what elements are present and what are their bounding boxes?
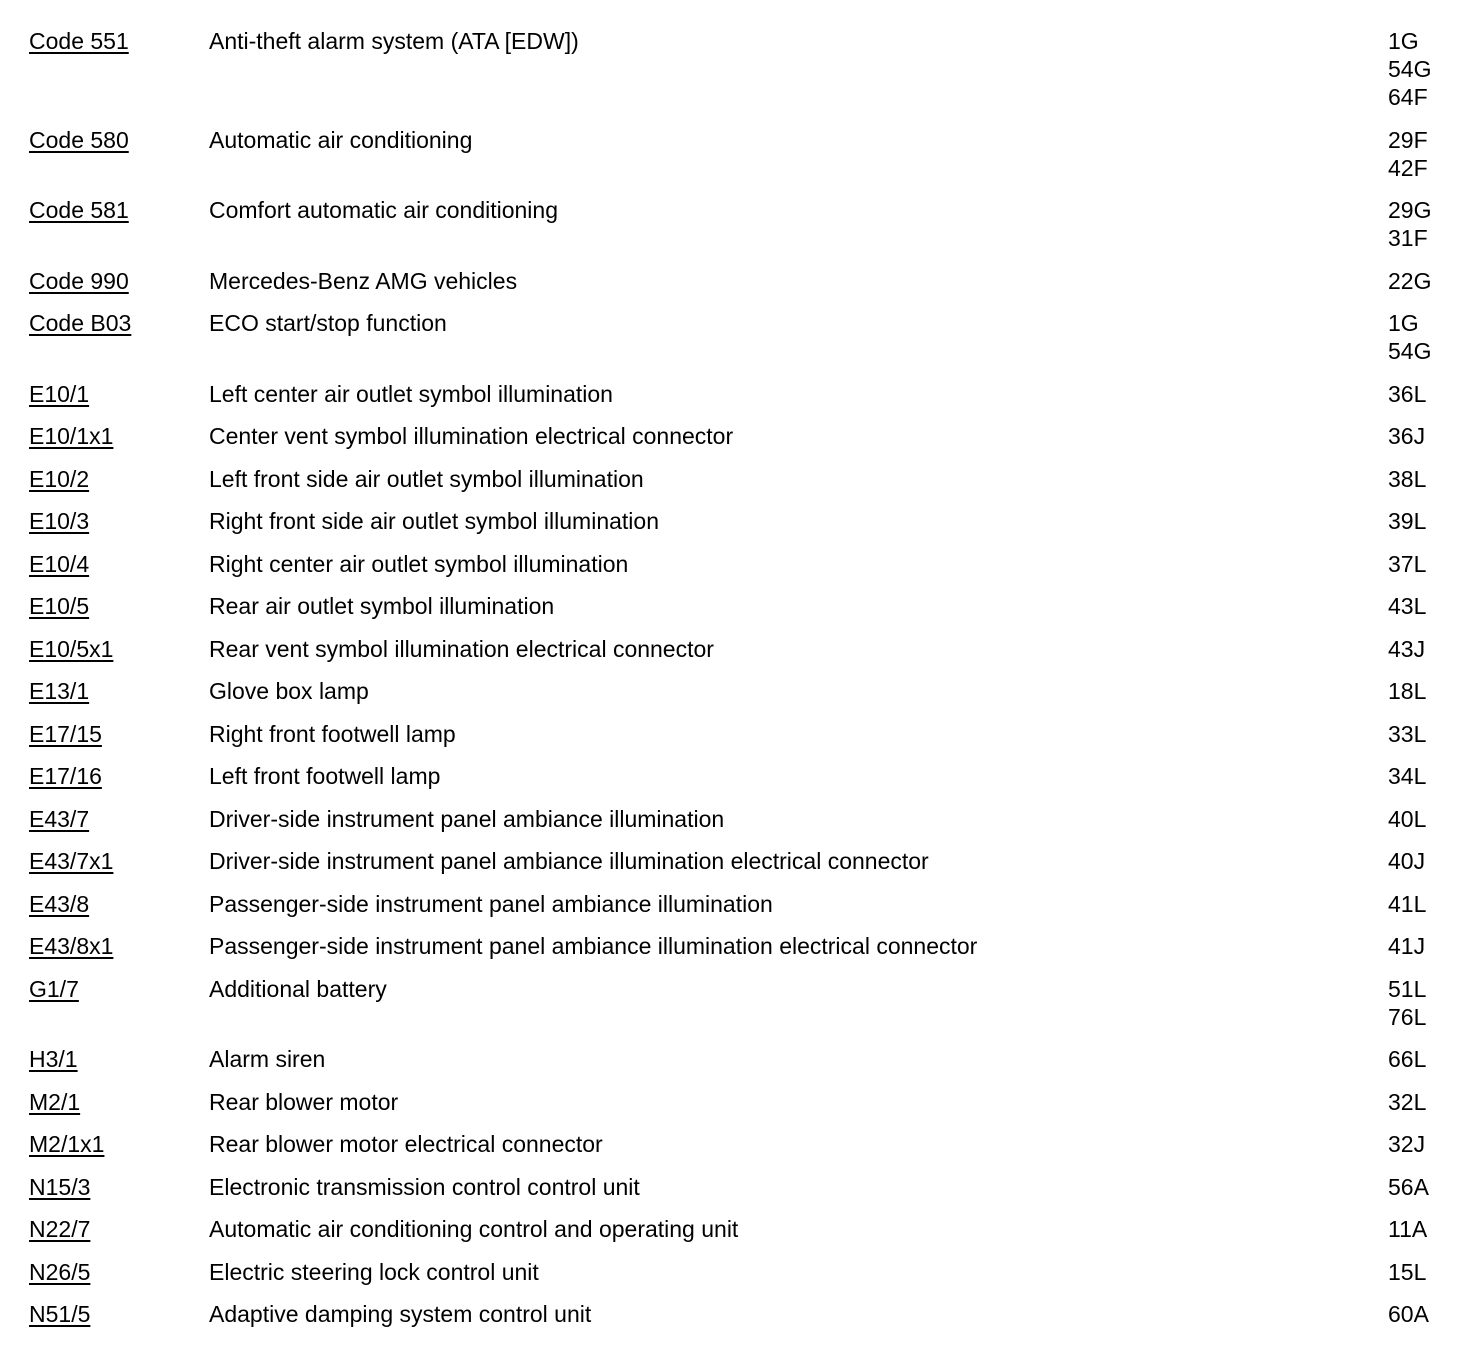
grid-reference: 36J [1388, 423, 1426, 449]
grid-references [1388, 1215, 1427, 1243]
component-description: Right front side air outlet symbol illumination [209, 508, 659, 534]
grid-reference: 60A [1388, 1301, 1429, 1327]
legend-row [0, 635, 1472, 663]
component-code-link[interactable]: E10/1x1 [29, 423, 114, 449]
grid-references [1388, 805, 1426, 833]
component-code-link[interactable]: E17/15 [29, 720, 102, 747]
grid-references [1388, 550, 1426, 578]
component-description: Center vent symbol illumination electrical connector [209, 423, 734, 449]
component-description: Rear blower motor [209, 1088, 399, 1115]
grid-references [1388, 932, 1425, 960]
grid-reference: 51L [1388, 975, 1427, 1002]
grid-reference: 11A [1388, 1216, 1428, 1242]
component-legend [0, 27, 1472, 1343]
legend-row [0, 1045, 1472, 1073]
grid-references [1388, 762, 1426, 790]
grid-references [1388, 27, 1431, 111]
legend-row [0, 196, 1472, 252]
component-code-link[interactable]: E17/16 [29, 763, 102, 789]
grid-reference: 54G [1388, 338, 1432, 364]
grid-reference: 37L [1388, 550, 1427, 577]
component-code-link[interactable]: N22/7 [29, 1216, 91, 1242]
grid-reference: 34L [1388, 763, 1427, 789]
grid-references [1388, 635, 1425, 663]
component-description: Rear vent symbol illumination electrical connector [209, 635, 714, 662]
grid-reference: 40J [1388, 848, 1426, 874]
component-code-link[interactable]: Code 990 [29, 267, 129, 294]
grid-references [1388, 847, 1425, 875]
legend-row [0, 762, 1472, 790]
legend-row [0, 507, 1472, 535]
grid-reference: 54G [1388, 56, 1432, 82]
legend-row [0, 1300, 1472, 1328]
grid-references [1388, 465, 1426, 493]
grid-references [1388, 677, 1426, 705]
legend-row [0, 1130, 1472, 1158]
grid-reference: 40L [1388, 805, 1427, 832]
component-description: Left center air outlet symbol illumination [209, 380, 613, 407]
grid-reference: 29G [1388, 197, 1432, 223]
component-description: ECO start/stop function [209, 310, 447, 336]
component-code-link[interactable]: Code B03 [29, 310, 132, 336]
component-code-link[interactable]: H3/1 [29, 1046, 78, 1072]
legend-row [0, 1173, 1472, 1201]
component-code-link[interactable]: Code 581 [29, 197, 129, 223]
component-code-link[interactable]: M2/1x1 [29, 1131, 105, 1157]
component-code-link[interactable]: E10/1 [29, 380, 90, 407]
legend-row [0, 422, 1472, 450]
legend-row [0, 847, 1472, 875]
legend-row [0, 380, 1472, 408]
grid-references [1388, 1045, 1426, 1073]
grid-reference: 38L [1388, 465, 1427, 492]
grid-references [1388, 380, 1426, 408]
component-description: Alarm siren [209, 1046, 326, 1072]
grid-reference: 22G [1388, 267, 1432, 294]
grid-reference: 76L [1388, 1003, 1427, 1030]
grid-reference: 33L [1388, 720, 1427, 747]
component-description: Adaptive damping system control unit [209, 1301, 592, 1327]
component-code-link[interactable]: M2/1 [29, 1088, 81, 1115]
grid-reference: 32L [1388, 1088, 1427, 1115]
component-code-link[interactable]: Code 580 [29, 126, 129, 153]
legend-row [0, 805, 1472, 833]
grid-references [1388, 975, 1426, 1031]
component-description: Rear air outlet symbol illumination [209, 593, 555, 619]
legend-row [0, 465, 1472, 493]
component-description: Mercedes-Benz AMG vehicles [209, 267, 518, 294]
legend-row [0, 1088, 1472, 1116]
grid-reference: 56A [1388, 1173, 1429, 1200]
component-description: Passenger-side instrument panel ambiance illumination [209, 890, 773, 917]
grid-references [1388, 422, 1425, 450]
grid-reference: 32J [1388, 1131, 1426, 1157]
component-code-link[interactable]: E10/5 [29, 593, 90, 619]
grid-references [1388, 267, 1431, 295]
grid-references [1388, 126, 1428, 182]
legend-row [0, 126, 1472, 182]
component-code-link[interactable]: E10/5x1 [29, 635, 114, 662]
component-description: Additional battery [209, 975, 387, 1002]
component-code-link[interactable]: E43/8 [29, 890, 90, 917]
grid-reference: 66L [1388, 1046, 1427, 1072]
component-code-link[interactable]: N15/3 [29, 1173, 91, 1200]
component-description: Left front footwell lamp [209, 763, 441, 789]
legend-row [0, 550, 1472, 578]
grid-reference: 29F [1388, 126, 1428, 153]
component-description: Electric steering lock control unit [209, 1258, 539, 1285]
grid-references [1388, 1088, 1426, 1116]
legend-row [0, 592, 1472, 620]
legend-row [0, 975, 1472, 1031]
legend-row [0, 1258, 1472, 1286]
grid-reference: 31F [1388, 225, 1428, 251]
legend-row [0, 309, 1472, 365]
grid-references [1388, 720, 1426, 748]
component-description: Right center air outlet symbol illumination [209, 550, 629, 577]
component-code-link[interactable]: N26/5 [29, 1258, 91, 1285]
component-description: Glove box lamp [209, 678, 369, 704]
component-description: Automatic air conditioning control and operating unit [209, 1216, 739, 1242]
grid-references [1388, 1300, 1429, 1328]
legend-row [0, 27, 1472, 111]
grid-reference: 15L [1388, 1258, 1427, 1285]
grid-reference: 1G [1388, 28, 1419, 54]
legend-row [0, 677, 1472, 705]
component-description: Passenger-side instrument panel ambiance illumination electrical connector [209, 933, 978, 959]
component-description: Electronic transmission control control unit [209, 1173, 640, 1200]
component-description: Right front footwell lamp [209, 720, 456, 747]
grid-references [1388, 1173, 1429, 1201]
grid-reference: 39L [1388, 508, 1427, 534]
component-code-link[interactable]: E43/7 [29, 805, 90, 832]
component-code-link[interactable]: N51/5 [29, 1301, 91, 1327]
component-description: Automatic air conditioning [209, 126, 473, 153]
legend-row [0, 1215, 1472, 1243]
grid-reference: 41J [1388, 933, 1426, 959]
component-description: Driver-side instrument panel ambiance illumination electrical connector [209, 848, 929, 874]
grid-reference: 1G [1388, 310, 1419, 336]
grid-references [1388, 890, 1426, 918]
component-description: Driver-side instrument panel ambiance illumination [209, 805, 725, 832]
grid-reference: 36L [1388, 380, 1427, 407]
component-code-link[interactable]: E13/1 [29, 678, 90, 704]
grid-reference: 42F [1388, 154, 1428, 181]
legend-row [0, 890, 1472, 918]
grid-reference: 18L [1388, 678, 1427, 704]
grid-references [1388, 196, 1431, 252]
component-code-link[interactable]: E10/2 [29, 465, 90, 492]
component-description: Comfort automatic air conditioning [209, 197, 558, 223]
grid-references [1388, 1130, 1425, 1158]
grid-reference: 64F [1388, 84, 1428, 110]
component-code-link[interactable]: E43/8x1 [29, 933, 114, 959]
grid-reference: 43L [1388, 593, 1427, 619]
legend-row [0, 932, 1472, 960]
component-code-link[interactable]: E43/7x1 [29, 848, 114, 874]
grid-references [1388, 309, 1431, 365]
component-description: Anti-theft alarm system (ATA [EDW]) [209, 28, 579, 54]
grid-reference: 41L [1388, 890, 1427, 917]
grid-references [1388, 507, 1426, 535]
component-code-link[interactable]: G1/7 [29, 975, 79, 1002]
component-code-link[interactable]: E10/4 [29, 550, 90, 577]
legend-row [0, 267, 1472, 295]
component-description: Left front side air outlet symbol illumination [209, 465, 644, 492]
component-code-link[interactable]: E10/3 [29, 508, 90, 534]
component-description: Rear blower motor electrical connector [209, 1131, 603, 1157]
grid-references [1388, 592, 1426, 620]
legend-row [0, 720, 1472, 748]
grid-references [1388, 1258, 1426, 1286]
component-code-link[interactable]: Code 551 [29, 28, 129, 54]
grid-reference: 43J [1388, 635, 1426, 662]
